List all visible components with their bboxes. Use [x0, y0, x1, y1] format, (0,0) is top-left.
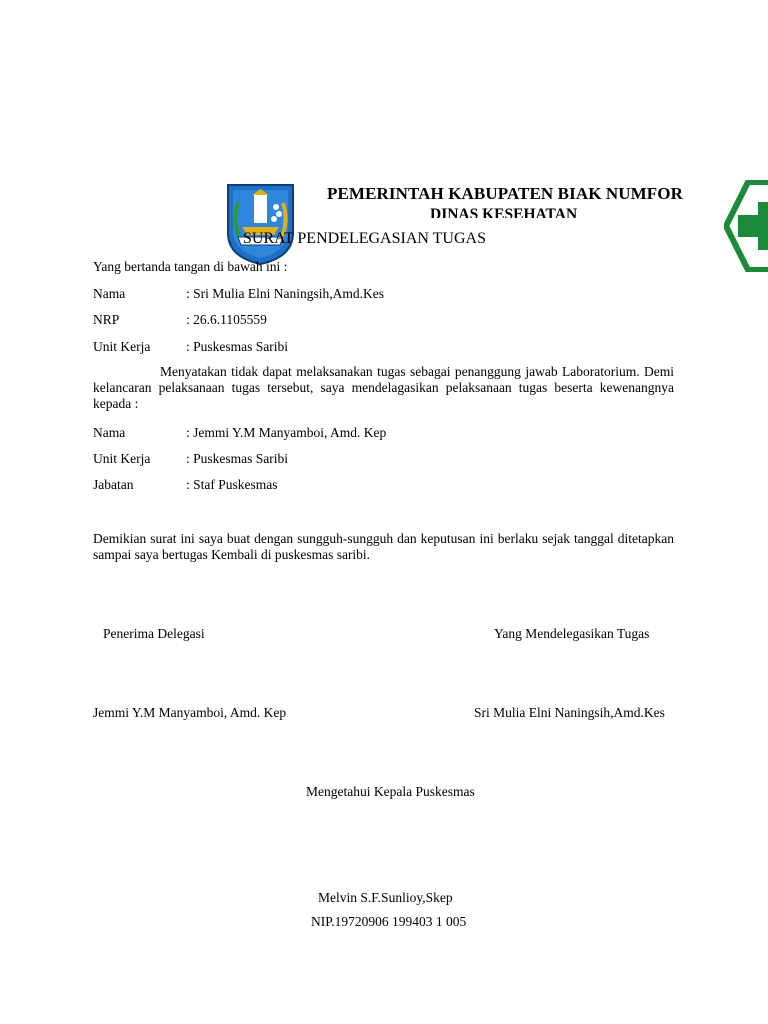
closing-paragraph: Demikian surat ini saya buat dengan sungguh-sungguh dan keputusan ini berlaku sejak tanggal ditetapkan sampai saya bertugas Kembali di puskesmas saribi.: [93, 531, 674, 562]
left-signature-role: Penerima Delegasi: [103, 626, 205, 641]
delegate-unit-value: : Puskesmas Saribi: [186, 451, 289, 466]
delegator-nrp-label: NRP: [93, 312, 120, 327]
statement-paragraph: Menyatakan tidak dapat melaksanakan tugas sebagai penanggung jawab Laboratorium. Demi kelancaran pelaksanaan tugas tersebut, saya mendelagasikan pelaksanaan tugas beserta kewenangnya kepada :: [93, 364, 674, 411]
delegator-name-label: Nama: [93, 286, 126, 301]
delegate-name-value: : Jemmi Y.M Manyamboi, Amd. Kep: [186, 425, 387, 440]
letterhead-line1: PEMERINTAH KABUPATEN BIAK NUMFOR: [327, 184, 683, 203]
delegator-unit-value: : Puskesmas Saribi: [186, 339, 289, 354]
delegate-position-value: : Staf Puskesmas: [186, 477, 278, 492]
letterhead-line2: DINAS KESEHATAN: [430, 206, 578, 218]
intro-text: Yang bertanda tangan di bawah ini :: [93, 259, 288, 274]
acknowledgement-role: Mengetahui Kepala Puskesmas: [306, 784, 475, 799]
delegate-unit-label: Unit Kerja: [93, 451, 151, 466]
delegate-name-label: Nama: [93, 425, 126, 440]
delegator-unit-label: Unit Kerja: [93, 339, 151, 354]
right-signature-role: Yang Mendelegasikan Tugas: [494, 626, 650, 641]
health-cross-logo: [724, 180, 768, 272]
left-signature-name: Jemmi Y.M Manyamboi, Amd. Kep: [93, 705, 287, 720]
head-name: Melvin S.F.Sunlioy,Skep: [318, 890, 453, 905]
right-signature-name: Sri Mulia Elni Naningsih,Amd.Kes: [474, 705, 665, 720]
delegator-name-value: : Sri Mulia Elni Naningsih,Amd.Kes: [186, 286, 384, 301]
regency-emblem-logo: [224, 181, 297, 266]
delegate-position-label: Jabatan: [93, 477, 134, 492]
head-nip: NIP.19720906 199403 1 005: [311, 914, 467, 929]
delegator-nrp-value: : 26.6.1105559: [186, 312, 267, 327]
document-title: SURAT PENDELEGASIAN TUGAS: [243, 230, 486, 247]
